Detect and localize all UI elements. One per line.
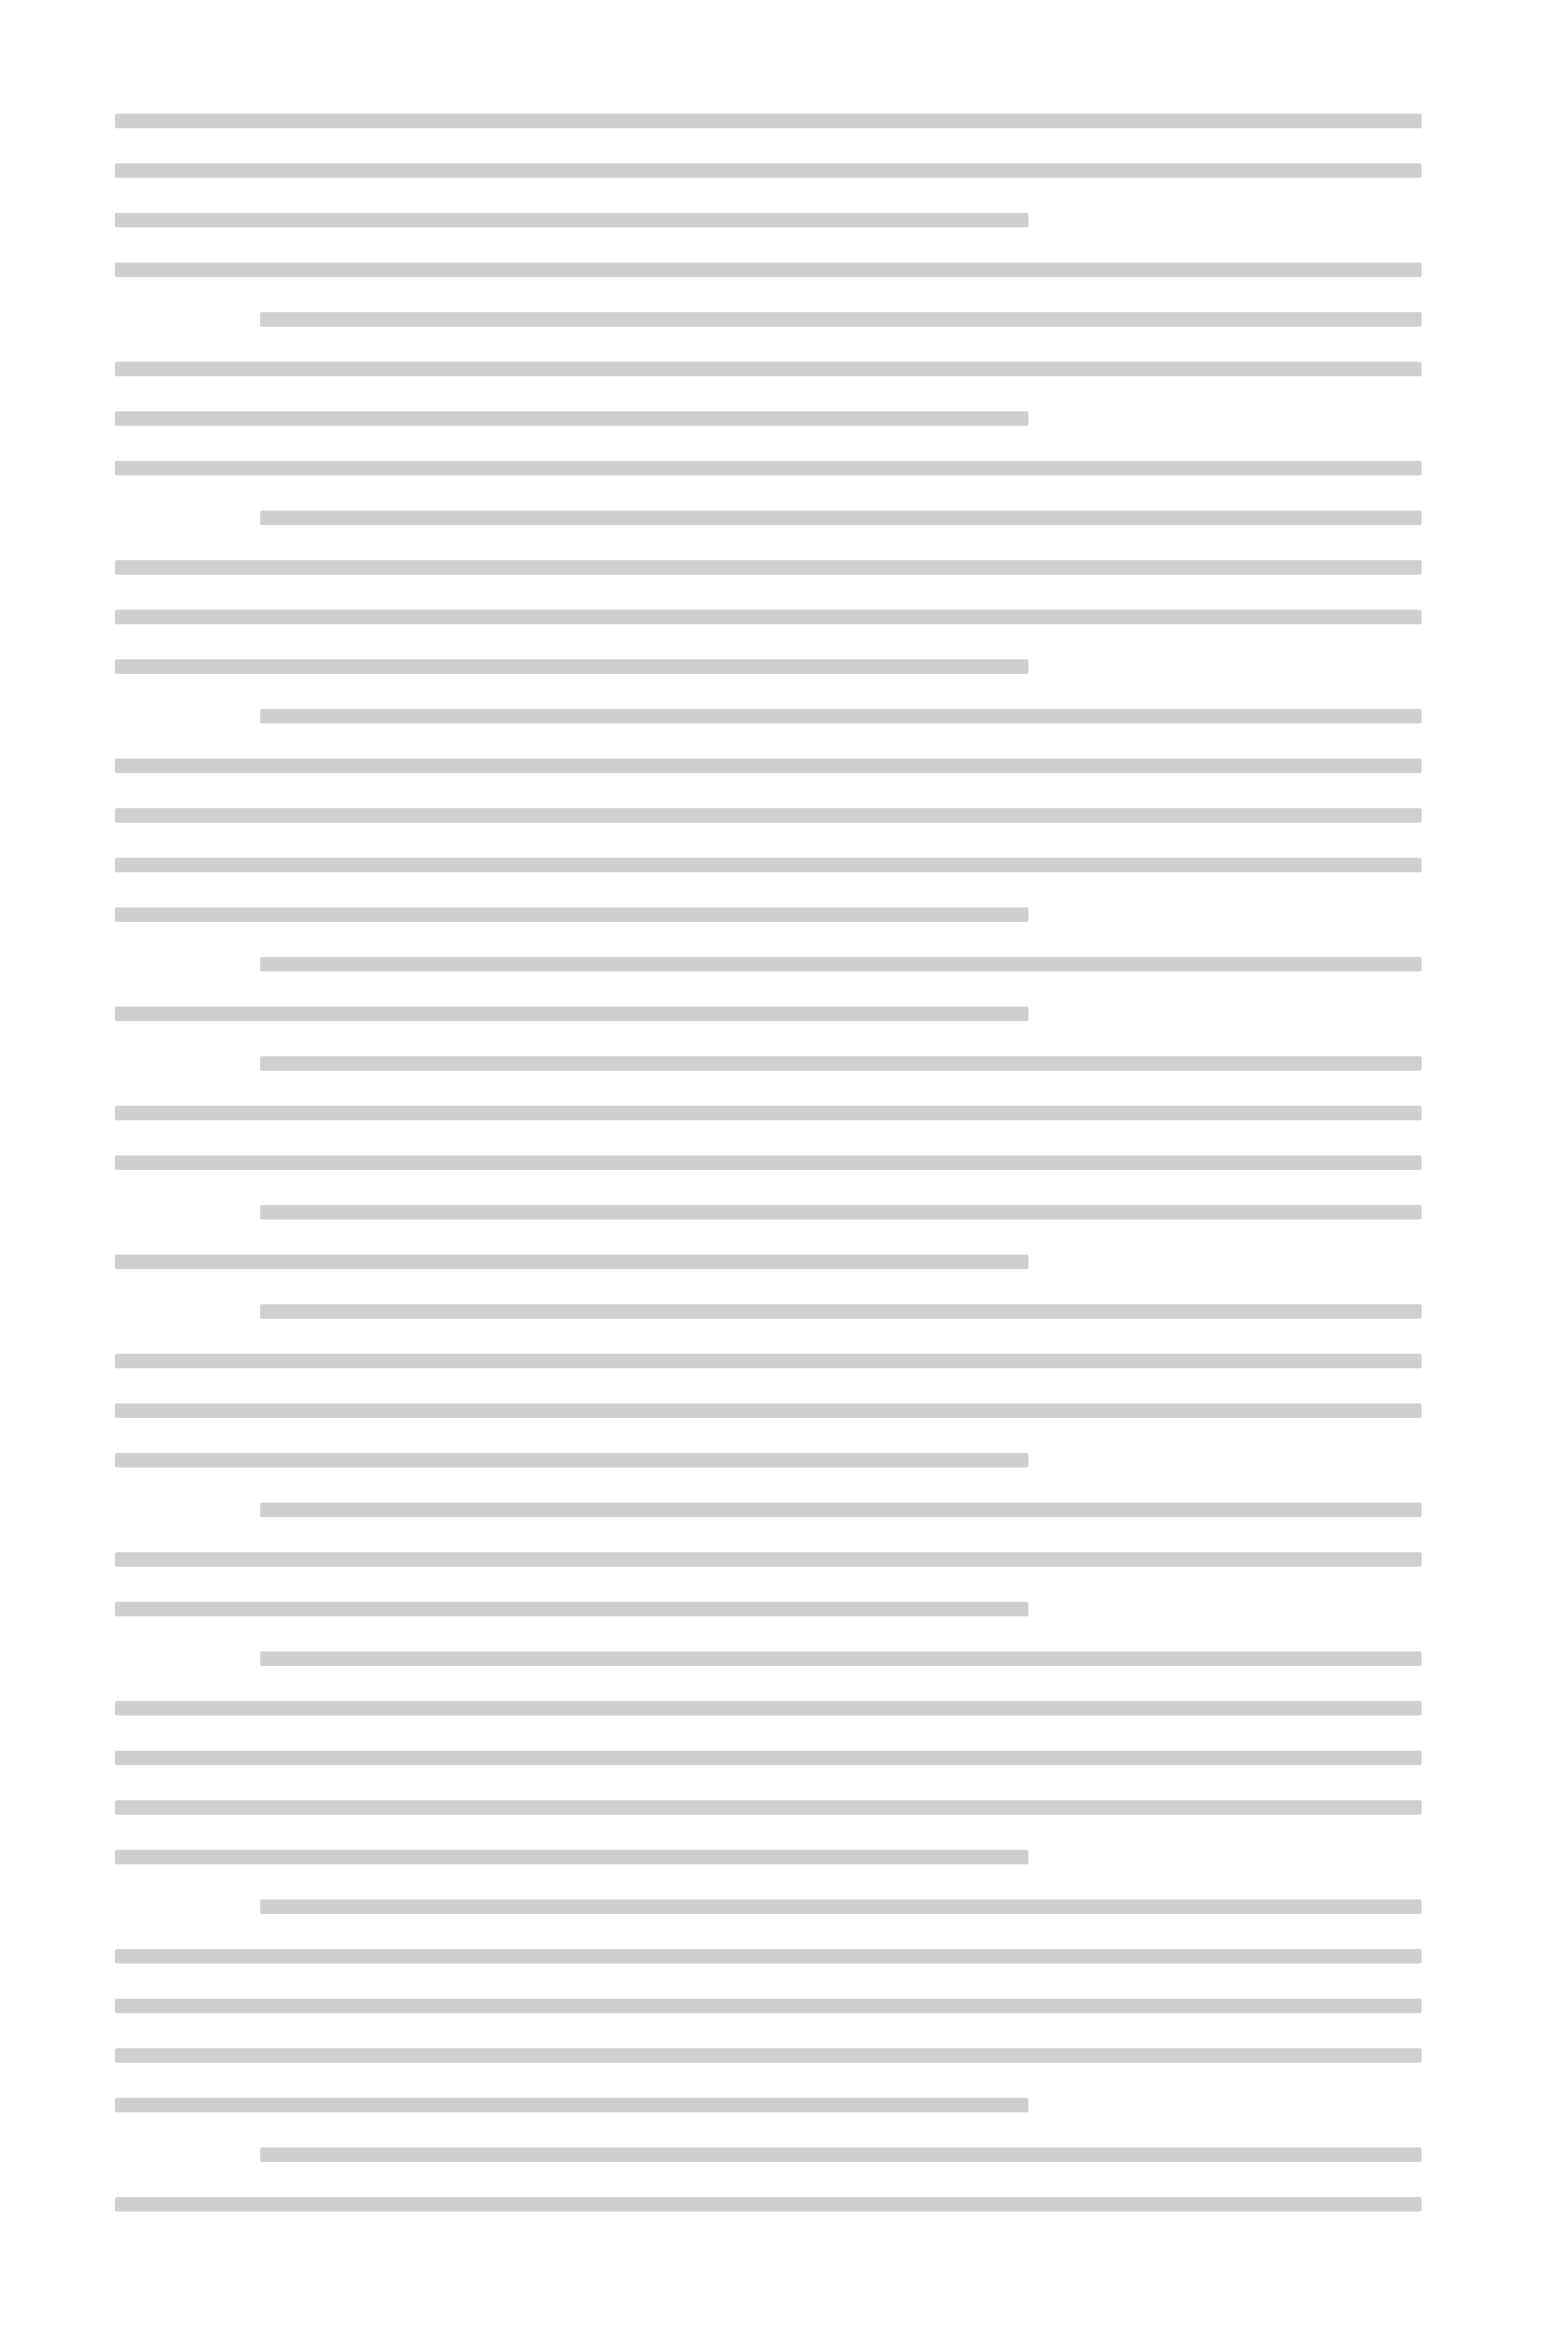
text-placeholder bbox=[260, 1503, 1422, 1517]
text-line bbox=[0, 642, 1568, 686]
text-line bbox=[0, 1337, 1568, 1380]
text-placeholder bbox=[260, 312, 1422, 327]
text-line bbox=[0, 890, 1568, 934]
text-placeholder bbox=[115, 907, 1028, 922]
text-line bbox=[0, 146, 1568, 190]
text-line bbox=[0, 1634, 1568, 1678]
text-placeholder bbox=[115, 1800, 1422, 1815]
text-line bbox=[0, 97, 1568, 140]
text-line bbox=[0, 1882, 1568, 1926]
text-line bbox=[0, 394, 1568, 438]
text-line bbox=[0, 1039, 1568, 1083]
text-placeholder bbox=[115, 659, 1028, 674]
text-line bbox=[0, 1238, 1568, 1281]
text-line bbox=[0, 246, 1568, 289]
text-placeholder bbox=[115, 1007, 1028, 1021]
text-placeholder bbox=[115, 858, 1422, 872]
text-line bbox=[0, 494, 1568, 537]
text-line bbox=[0, 2130, 1568, 2174]
text-placeholder bbox=[260, 1205, 1422, 1219]
text-placeholder bbox=[115, 1403, 1422, 1418]
text-placeholder bbox=[115, 2197, 1422, 2212]
text-line bbox=[0, 1386, 1568, 1430]
text-placeholder bbox=[115, 163, 1422, 178]
text-placeholder bbox=[115, 1255, 1028, 1269]
text-line bbox=[0, 543, 1568, 587]
text-placeholder bbox=[115, 114, 1422, 128]
text-placeholder bbox=[115, 1453, 1028, 1468]
text-placeholder bbox=[115, 411, 1028, 426]
text-placeholder bbox=[260, 1056, 1422, 1071]
text-line bbox=[0, 345, 1568, 388]
text-line bbox=[0, 1783, 1568, 1827]
text-placeholder bbox=[260, 709, 1422, 723]
text-line bbox=[0, 940, 1568, 984]
text-placeholder bbox=[115, 213, 1028, 227]
text-placeholder bbox=[115, 461, 1422, 475]
text-placeholder bbox=[115, 1751, 1422, 1765]
text-line bbox=[0, 1188, 1568, 1232]
text-line bbox=[0, 841, 1568, 884]
text-line bbox=[0, 196, 1568, 240]
text-placeholder bbox=[115, 759, 1422, 773]
text-line bbox=[0, 1833, 1568, 1876]
text-line bbox=[0, 1585, 1568, 1628]
text-placeholder bbox=[115, 2048, 1422, 2063]
text-line bbox=[0, 692, 1568, 736]
text-placeholder bbox=[260, 1651, 1422, 1666]
text-placeholder bbox=[115, 1850, 1028, 1864]
text-placeholder bbox=[115, 560, 1422, 575]
text-line bbox=[0, 742, 1568, 785]
text-placeholder bbox=[115, 1354, 1422, 1368]
text-line bbox=[0, 1932, 1568, 1976]
text-placeholder bbox=[115, 263, 1422, 277]
text-line bbox=[0, 2081, 1568, 2124]
text-placeholder bbox=[115, 362, 1422, 376]
text-line bbox=[0, 791, 1568, 835]
text-placeholder bbox=[260, 1899, 1422, 1914]
text-placeholder bbox=[115, 1155, 1422, 1170]
text-line bbox=[0, 2180, 1568, 2224]
text-placeholder bbox=[115, 610, 1422, 624]
text-line bbox=[0, 1089, 1568, 1132]
text-line bbox=[0, 1138, 1568, 1182]
text-line bbox=[0, 2031, 1568, 2075]
text-placeholder bbox=[115, 2098, 1028, 2112]
text-line bbox=[0, 990, 1568, 1033]
text-line bbox=[0, 1436, 1568, 1480]
text-placeholder bbox=[115, 1602, 1028, 1616]
text-line bbox=[0, 444, 1568, 488]
text-placeholder bbox=[260, 1304, 1422, 1319]
text-placeholder bbox=[260, 2147, 1422, 2162]
text-placeholder bbox=[115, 1552, 1422, 1567]
text-placeholder bbox=[115, 1999, 1422, 2013]
text-line bbox=[0, 1982, 1568, 2025]
text-line bbox=[0, 295, 1568, 339]
text-line bbox=[0, 1535, 1568, 1579]
text-line bbox=[0, 1287, 1568, 1331]
text-placeholder bbox=[115, 808, 1422, 823]
text-placeholder bbox=[260, 511, 1422, 525]
text-line bbox=[0, 1684, 1568, 1728]
text-line bbox=[0, 593, 1568, 636]
text-placeholder bbox=[260, 957, 1422, 971]
text-line bbox=[0, 1734, 1568, 1777]
text-placeholder bbox=[115, 1701, 1422, 1716]
text-line bbox=[0, 1486, 1568, 1529]
text-placeholder bbox=[115, 1106, 1422, 1120]
text-placeholder bbox=[115, 1949, 1422, 1964]
